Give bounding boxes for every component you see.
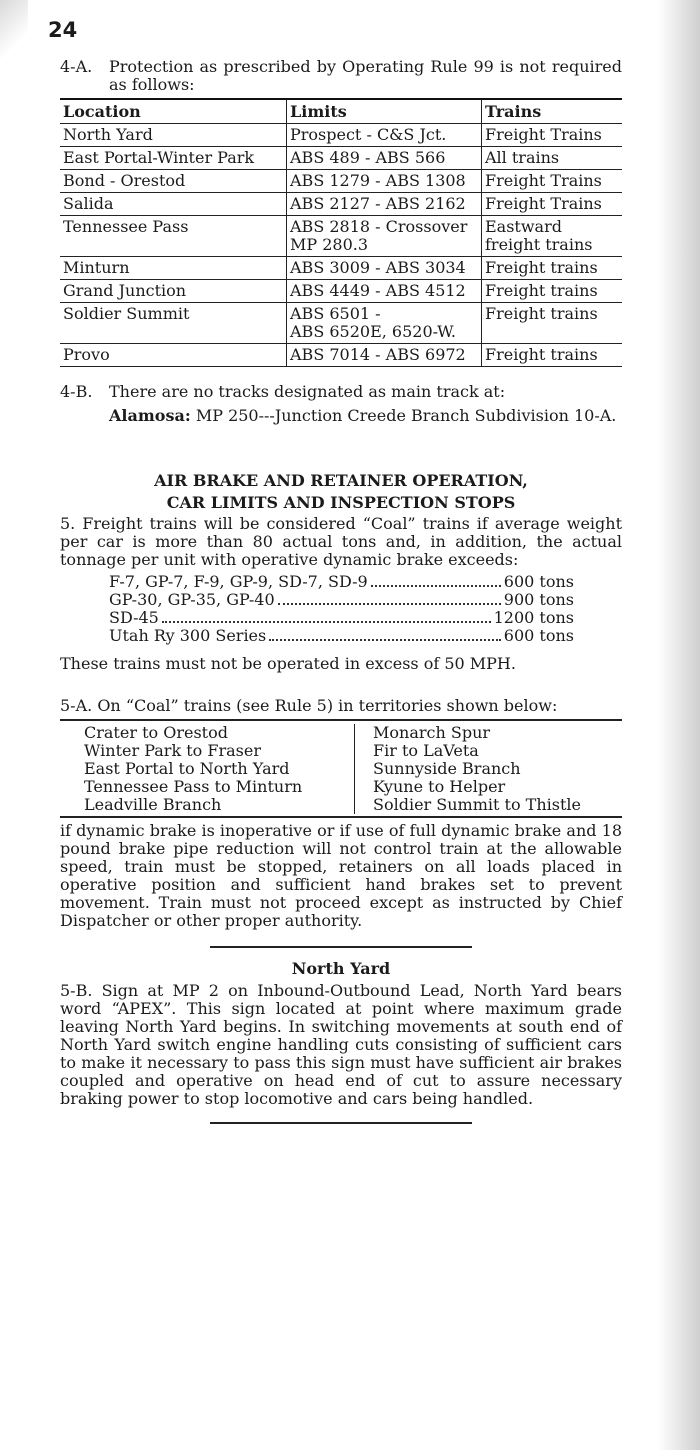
cell-trains: Freight trains [482,344,623,367]
list-item: Tennessee Pass to Minturn [84,777,303,796]
territory-column-right [355,724,581,814]
table-row [60,344,622,367]
page-number: 24 [48,18,78,42]
list-item: Kyune to Helper [373,777,506,796]
list-item: Monarch Spur [373,723,491,742]
list-item: Leadville Branch [84,795,222,814]
binding-gutter-shadow [658,0,700,1450]
list-item: East Portal to North Yard [84,759,290,778]
divider [210,1122,472,1124]
cell-limits: ABS 489 - ABS 566 [287,147,482,170]
list-item [109,609,574,627]
tonnage-units: Utah Ry 300 Series [109,626,267,645]
tonnage-units: SD-45 [109,608,159,627]
cell-location: Soldier Summit [60,303,287,344]
table-row [60,193,622,216]
territory-box [60,719,622,818]
rule-4a-intro [60,58,622,94]
cell-limits: ABS 7014 - ABS 6972 [287,344,482,367]
cell-location: Tennessee Pass [60,216,287,257]
cell-location: Salida [60,193,287,216]
table-row [60,303,622,344]
cell-limits: ABS 2127 - ABS 2162 [287,193,482,216]
table-header-row [60,99,622,124]
list-item [109,573,574,591]
list-item: Sunnyside Branch [373,759,521,778]
list-item: Crater to Orestod [84,723,228,742]
page-corner-shadow [0,0,28,60]
cell-location: Grand Junction [60,280,287,303]
page-content [60,58,622,1124]
cell-trains: Eastward freight trains [482,216,623,257]
table-row [60,147,622,170]
divider [210,946,472,948]
rule-4a-text: Protection as prescribed by Operating Rule 99 is not required as follows: [109,57,622,94]
table-row [60,124,622,147]
leader-dots [278,603,501,605]
tonnage-value: 600 tons [503,572,574,591]
cell-limits: ABS 6501 - ABS 6520E, 6520-W. [287,303,482,344]
cell-location: North Yard [60,124,287,147]
north-yard-title: North Yard [291,959,391,978]
list-item: Fir to LaVeta [373,741,479,760]
territory-column-left [60,724,355,814]
rule-4b-text: There are no tracks designated as main track at: [109,382,506,401]
leader-dots [371,585,501,587]
section-heading-line-2: CAR LIMITS AND INSPECTION STOPS [166,493,516,512]
col-location-header: Location [60,99,287,124]
rule-4b-place: Alamosa: [109,406,191,425]
cell-trains: Freight trains [482,280,623,303]
tonnage-units: GP-30, GP-35, GP-40 [109,590,275,609]
cell-location: Bond - Orestod [60,170,287,193]
cell-location: Minturn [60,257,287,280]
rule-5b-text: 5-B. Sign at MP 2 on Inbound-Outbound Lead, North Yard bears word “APEX”. This sign located at point where maximum grade leaving North Yard begins. In switching movements at south end of North Yard switch engine handling cuts consisting of sufficient cars to make it necessary to pass this sign must have sufficient air brakes coupled and operative on head end of cut to assure necessary braking power to stop locomotive and cars being handled. [60,981,622,1108]
rule-4b-detail [60,407,622,425]
list-item: Winter Park to Fraser [84,741,261,760]
tonnage-value: 900 tons [503,590,574,609]
cell-limits: ABS 1279 - ABS 1308 [287,170,482,193]
cell-limits: ABS 3009 - ABS 3034 [287,257,482,280]
tonnage-value: 600 tons [503,626,574,645]
tonnage-units: F-7, GP-7, F-9, GP-9, SD-7, SD-9 [109,572,368,591]
rule-5-text: 5. Freight trains will be considered “Coal” trains if average weight per car is more than 80 actual tons and, in addition, the actual tonnage per unit with operative dynamic brake exceeds: [60,514,622,569]
table-row [60,257,622,280]
list-item [109,627,574,645]
list-item [109,591,574,609]
tonnage-list [109,573,574,645]
cell-location: East Portal-Winter Park [60,147,287,170]
protection-table [60,98,622,367]
cell-trains: All trains [482,147,623,170]
table-row [60,170,622,193]
cell-location: Provo [60,344,287,367]
cell-limits: ABS 4449 - ABS 4512 [287,280,482,303]
cell-trains: Freight Trains [482,170,623,193]
rule-4b [60,383,622,401]
leader-dots [269,639,501,641]
rule-5a-after: if dynamic brake is inoperative or if use of full dynamic brake and 18 pound brake pipe reduction will not control train at the allowable speed, train must be stopped, retainers on all loads placed in operative position and sufficient hand brakes set to prevent movement. Train must not proceed except as instructed by Chief Dispatcher or other proper authority. [60,821,622,930]
cell-trains: Freight Trains [482,193,623,216]
rule-4a-number: 4-A. [60,57,93,76]
leader-dots [162,621,491,623]
cell-trains: Freight trains [482,257,623,280]
cell-trains: Freight trains [482,303,623,344]
col-limits-header: Limits [287,99,482,124]
cell-limits: ABS 2818 - Crossover MP 280.3 [287,216,482,257]
section-heading-line-1: AIR BRAKE AND RETAINER OPERATION, [154,471,528,490]
rule-5-footer: These trains must not be operated in excess of 50 MPH. [60,654,516,673]
col-trains-header: Trains [482,99,623,124]
tonnage-value: 1200 tons [493,608,574,627]
table-row [60,280,622,303]
table-row [60,216,622,257]
cell-limits: Prospect - C&S Jct. [287,124,482,147]
rule-4b-number: 4-B. [60,382,93,401]
cell-trains: Freight Trains [482,124,623,147]
rule-4b-detail-text: MP 250---Junction Creede Branch Subdivision 10-A. [190,406,617,425]
rule-5a-text: 5-A. On “Coal” trains (see Rule 5) in territories shown below: [60,696,558,715]
list-item: Soldier Summit to Thistle [373,795,581,814]
